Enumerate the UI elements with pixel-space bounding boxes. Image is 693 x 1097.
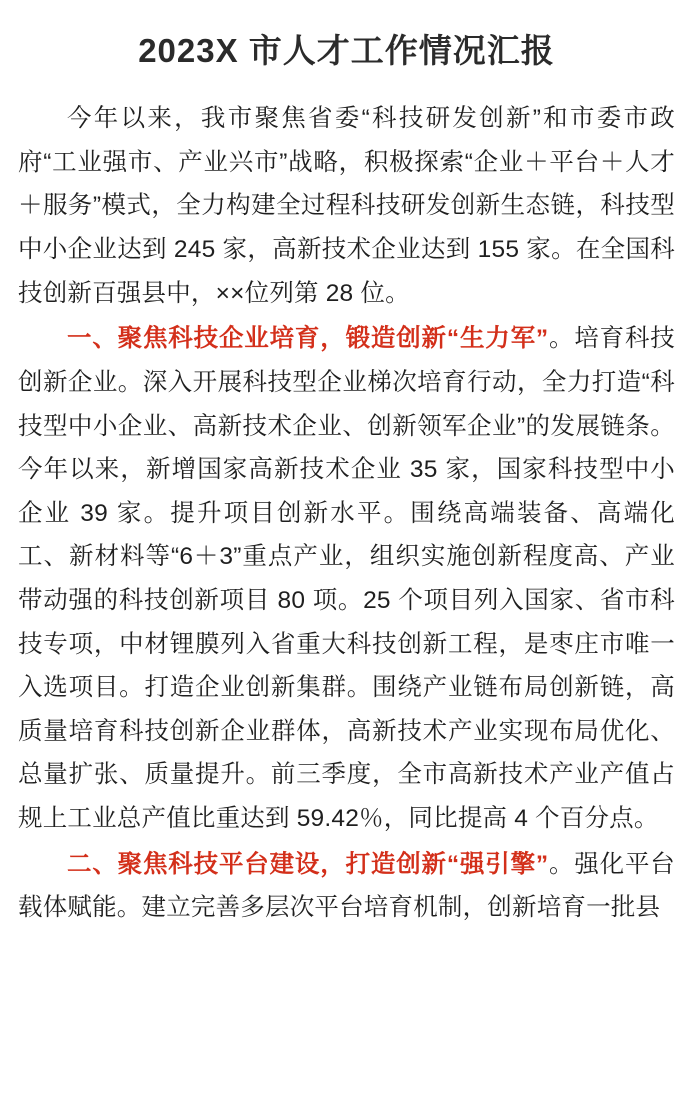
paragraph-2 [18,317,675,840]
paragraph-3 [18,843,675,930]
section-heading-one: 一、聚焦科技企业培育，锻造创新“生力军” [67,325,549,353]
paragraph-3-text: 。强化平台载体赋能。建立完善多层次平台培育机制，创新培育一批县 [18,850,675,922]
section-heading-two: 二、聚焦科技平台建设，打造创新“强引擎” [67,850,549,878]
paragraph-1 [18,97,675,315]
paragraph-2-text: 。培育科技创新企业。深入开展科技型企业梯次培育行动，全力打造“科技型中小企业、高新技术企业、创新领军企业”的发展链条。今年以来，新增国家高新技术企业 35 家，国家科技型中小企业 39 家。提升项目创新水平。围绕高端装备、高端化工、新材料等“6＋3”重点产业，组织实施创新程度高、产业带动强的科技创新项目 80 项。25 个项目列入国家、省市科技专项，中材锂膜列入省重大科技创新工程，是枣庄市唯一入选项目。打造企业创新集群。围绕产业链布局创新链，高质量培育科技创新企业群体，高新技术产业实现布局优化、总量扩张、质量提升。前三季度，全市高新技术产业产值占规上工业总产值比重达到 59.42％，同比提高 4 个百分点。 [18,325,675,832]
paragraph-1-text: 今年以来，我市聚焦省委“科技研发创新”和市委市政府“工业强市、产业兴市”战略，积极探索“企业＋平台＋人才＋服务”模式，全力构建全过程科技研发创新生态链，科技型中小企业达到 245 家，高新技术企业达到 155 家。在全国科技创新百强县中，××位列第 28 位。 [18,105,675,307]
page-title: 2023X 市人才工作情况汇报 [138,32,555,69]
